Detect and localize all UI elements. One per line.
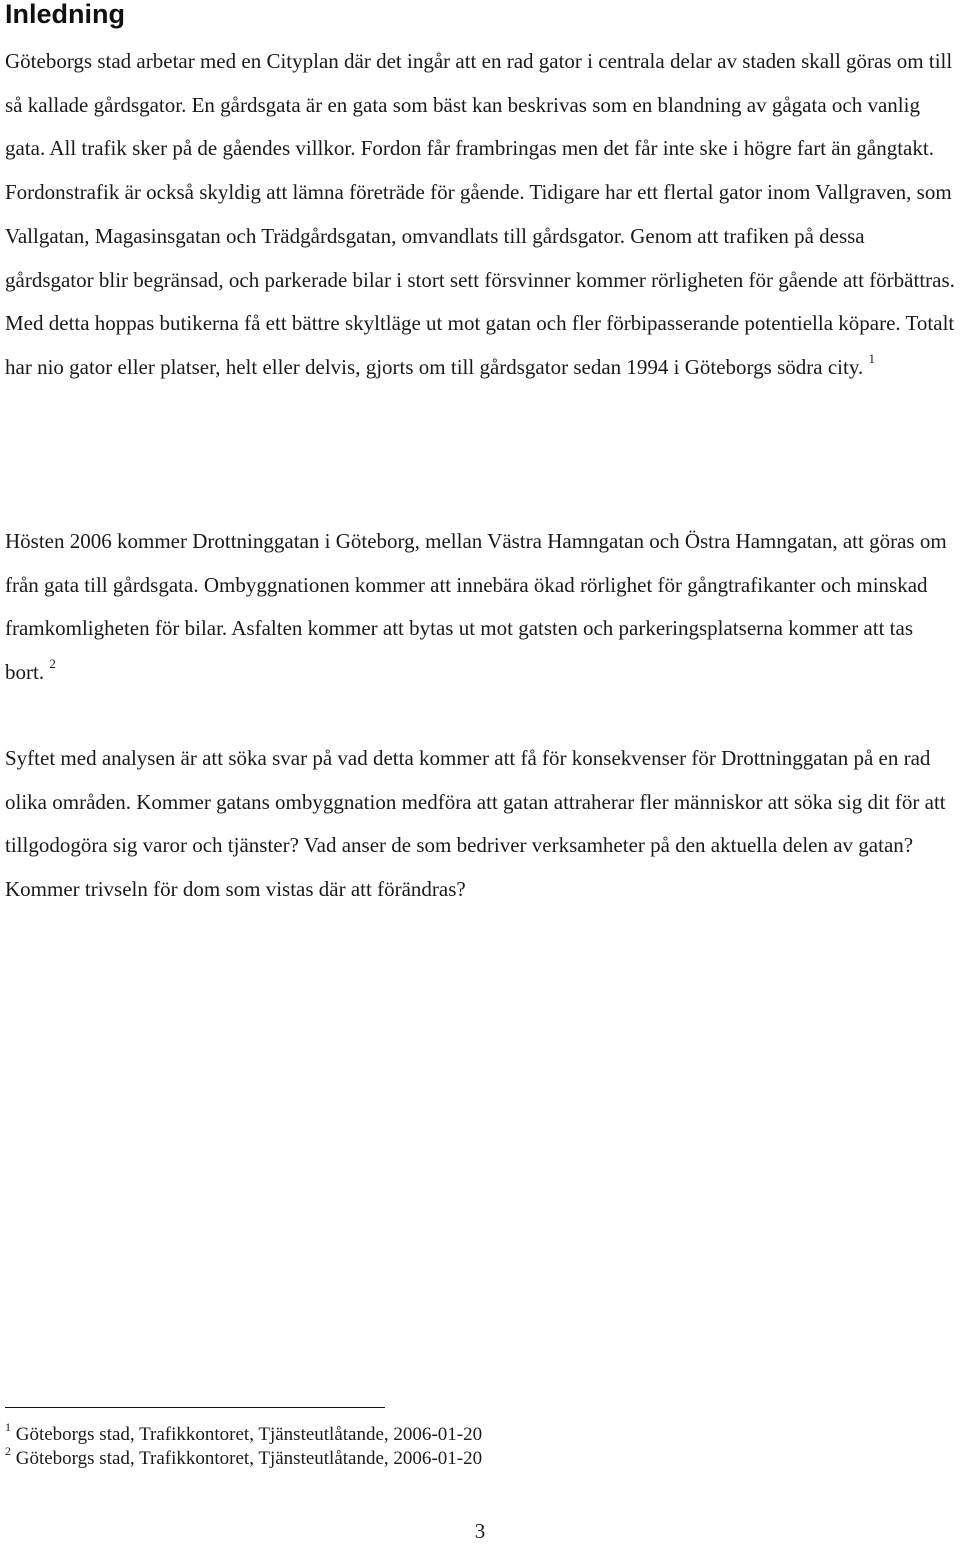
footnote-text: Göteborgs stad, Trafikkontoret, Tjänsteutlåtande, 2006-01-20 bbox=[15, 1448, 483, 1469]
page-number: 3 bbox=[474, 1519, 486, 1543]
paragraph-text: Syftet med analysen är att söka svar på vad detta kommer att få för konsekvenser för Drottninggatan på en rad olika områden. Kommer gatans ombyggnation medföra att gatan attraherar fler människor att söka sig dit för att tillgodogöra sig varor och tjänster? Vad anser de som bedriver verksamheter på den aktuella delen av gatan? Kommer trivseln för dom som vistas där att förändras? bbox=[5, 746, 946, 902]
footnote-1 bbox=[5, 1420, 483, 1447]
footnote-separator bbox=[5, 1407, 385, 1408]
footnote-reference: 2 bbox=[49, 656, 56, 672]
footnote-number: 1 bbox=[5, 1420, 11, 1434]
paragraph-text: Hösten 2006 kommer Drottninggatan i Göteborg, mellan Västra Hamngatan och Östra Hamngatan, att göras om från gata till gårdsgata. Ombyggnationen kommer att innebära ökad rörlighet för gångtrafikanter och minskad framkomligheten för bilar. Asfalten kommer att bytas ut mot gatsten och parkeringsplatserna kommer att tas bort. bbox=[5, 529, 947, 685]
footnote-number: 2 bbox=[5, 1444, 11, 1458]
paragraph-drottninggatan bbox=[5, 520, 955, 695]
footnote-text: Göteborgs stad, Trafikkontoret, Tjänsteutlåtande, 2006-01-20 bbox=[15, 1424, 483, 1445]
paragraph-intro bbox=[5, 40, 955, 390]
footnote-2 bbox=[5, 1444, 483, 1471]
paragraph-text: Göteborgs stad arbetar med en Cityplan där det ingår att en rad gator i centrala delar av staden skall göras om till så kallade gårdsgator. En gårdsgata är en gata som bäst kan beskrivas som en blandning av gågata och vanlig gata. All trafik sker på de gåendes villkor. Fordon får frambringas men det får inte ske i högre fart än gångtakt. Fordonstrafik är också skyldig att lämna företräde för gående. Tidigare har ett flertal gator inom Vallgraven, som Vallgatan, Magasinsgatan och Trädgårdsgatan, omvandlats till gårdsgator. Genom att trafiken på dessa gårdsgator blir begränsad, och parkerade bilar i stort sett försvinner kommer rörligheten för gående att förbättras. Med detta hoppas butikerna få ett bättre skyltläge ut mot gatan och fler förbipasserande potentiella köpare. Totalt har nio gator eller platser, helt eller delvis, gjorts om till gårdsgator sedan 1994 i Göteborgs södra city. bbox=[5, 49, 955, 379]
section-heading: Inledning bbox=[5, 0, 125, 29]
paragraph-purpose bbox=[5, 737, 955, 912]
footnote-reference: 1 bbox=[868, 350, 875, 366]
